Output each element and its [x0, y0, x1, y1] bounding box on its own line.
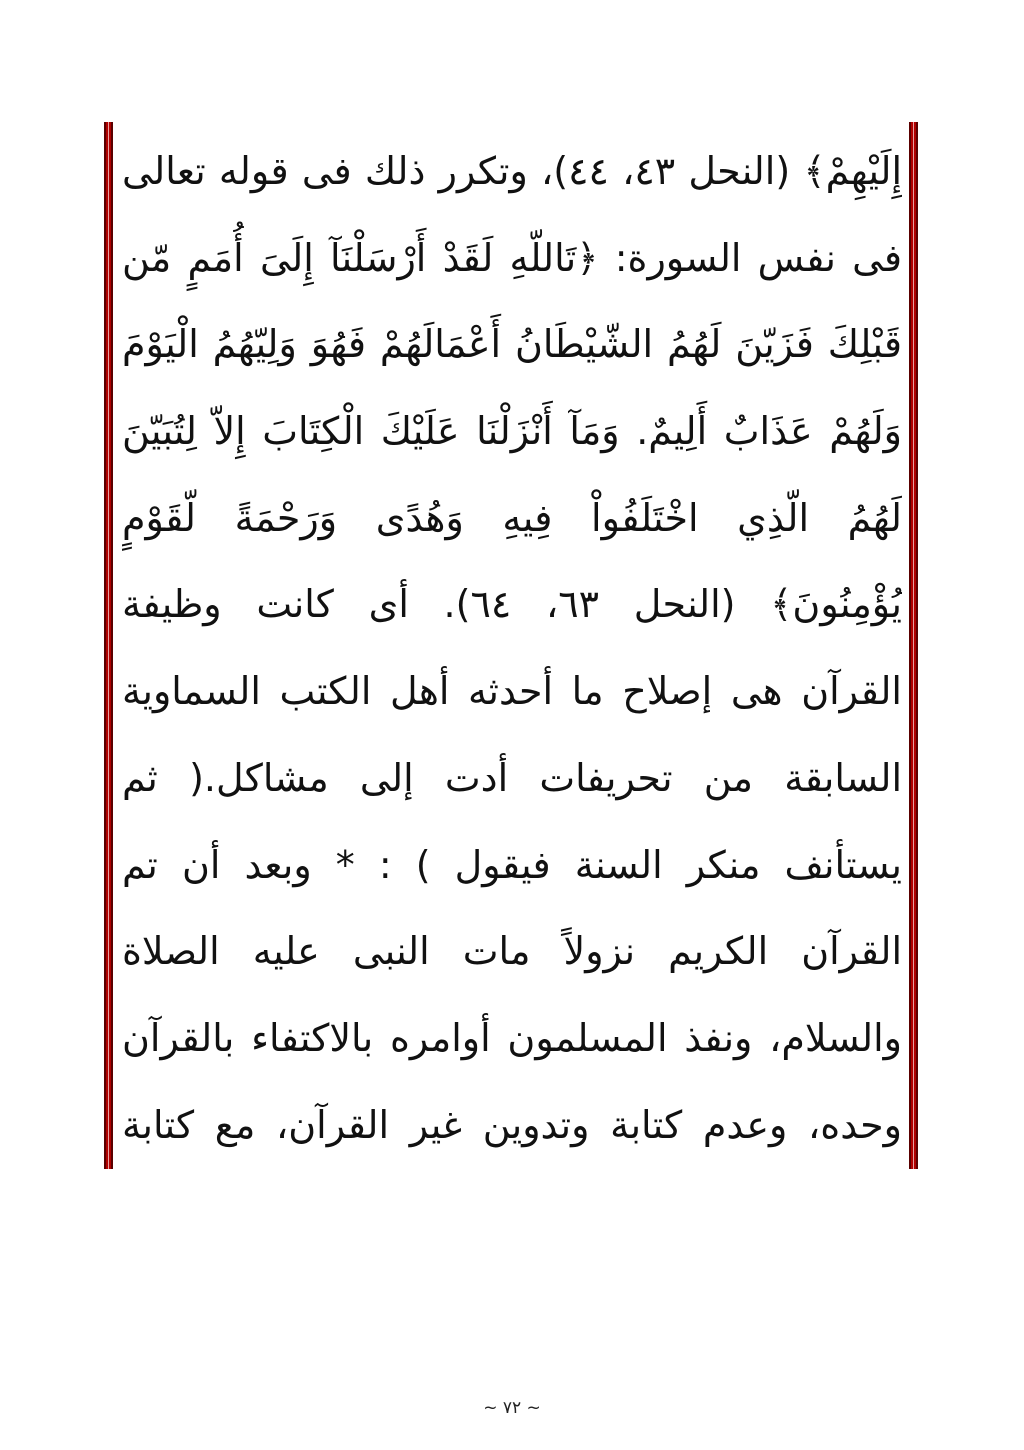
page-border-left: [104, 122, 113, 1169]
text-line: وَلَهُمْ عَذَابٌ أَلِيمٌ. وَمَآ أَنْزَلْنَا عَلَيْكَ الْكِتَابَ إِلاّ لِتُبَيّنَ: [122, 409, 902, 454]
page-border-right: [909, 122, 918, 1169]
text-line: يُؤْمِنُونَ﴾ (النحل ٦٣، ٦٤). أى كانت وظيفة: [122, 582, 902, 627]
text-line: يستأنف منكر السنة فيقول ) : * وبعد أن تم: [122, 842, 902, 887]
text-line: لَهُمُ الّذِي اخْتَلَفُواْ فِيهِ وَهُدًى وَرَحْمَةً لّقَوْمٍ: [122, 495, 902, 540]
text-line: القرآن الكريم نزولاً مات النبى عليه الصلاة: [122, 929, 902, 974]
text-line: وحده، وعدم كتابة وتدوين غير القرآن، مع كتابة: [122, 1102, 902, 1147]
text-line: قَبْلِكَ فَزَيّنَ لَهُمُ الشّيْطَانُ أَعْمَالَهُمْ فَهُوَ وَلِيّهُمُ الْيَوْمَ: [122, 322, 902, 367]
text-line: والسلام، ونفذ المسلمون أوامره بالاكتفاء بالقرآن: [122, 1015, 902, 1060]
text-line: القرآن هى إصلاح ما أحدثه أهل الكتب السماوية: [122, 669, 902, 714]
page-number: ~ ٧٢ ~: [483, 1398, 541, 1418]
text-line: السابقة من تحريفات أدت إلى مشاكل.( ثم: [122, 755, 902, 800]
text-line: إِلَيْهِمْ﴾ (النحل ٤٣، ٤٤)، وتكرر ذلك فى قوله تعالى: [122, 149, 902, 193]
text-line: فى نفس السورة: ﴿تَاللّهِ لَقَدْ أَرْسَلْنَآ إِلَىَ أُمَمٍ مّن: [122, 235, 902, 280]
page-body-text: [122, 128, 902, 1168]
